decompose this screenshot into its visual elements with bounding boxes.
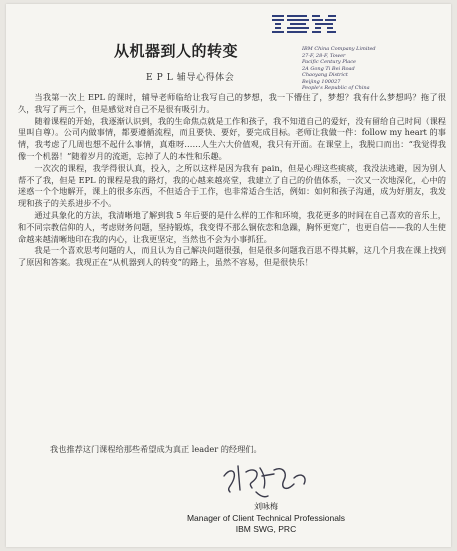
handwritten-signature [216,458,316,500]
address-line: 27-F, 28-F, Tower [302,52,346,59]
address-line: Chaoyang District [302,72,348,78]
signer-block [166,501,366,536]
letter-page [6,4,451,547]
body-paragraph: 我是一个喜欢思考问题的人，而且认为自己解决问题很强，但是很多问题我百思不得其解，这几个月我在课上找到了原因和答案。我现正在“从机器到人的转变”的路上，虽然不容易，但是很快乐！ [18,245,446,268]
ibm-logo [270,13,342,35]
address-line: Pacific Century Place [302,59,356,65]
letterhead-address [302,46,442,92]
body-paragraph: 通过具象化的方法，我清晰地了解到我 5 年后要的是什么样的工作和环境，我花更多的时间在自己喜欢的音乐上，和不同宗教信仰的人，考虑财务问题，坚持锻炼，我变得不那么铜依恋和急躁，胸怀更宽广，也更自信——我的人生使命越来越清晰地印在我的内心，让我更坚定，当然也不会为小事抓狂。 [18,209,446,244]
body-paragraph: 随着课程的开始，我逐渐认识到，我的生命焦点就是工作和孩子，我不知道自己的爱好，没有留给自己时间（课程里叫自尊）。公司内做事情，都要遵循流程，而且要快、要好，要完成目标。老师让我做一件：follow my heart 的事情，我考虑了几周也想不起什么事情，真难呀……人生六大价值观，我只有开面。在课堂上，我脱口而出：“我觉得我像一个机器！”随着岁月的流逝，忘掉了人的本性和乐趣。 [18,115,446,161]
body-paragraph: 一次次的课程，我学得很认真，投入，之所以这样是因为我有 pain，但是心理这些痰痰，我没法逃避，因为别人帮不了我，但是 EPL 的课程是我的路灯，我的心越来越亮堂，我建立了自己的价值体系，一次又一次地深化，心中的迷惑一个个地解开，课上的很多东西，不但适合于工作，也非常适合生活，例如：如何和孩子沟通，成为好朋友，我发现和孩子的关系进步不小。 [18,162,446,209]
letter-subtitle: E P L 辅导心得体会 [146,73,235,83]
address-line: 2A Gong Ti Bei Road [302,65,355,72]
letter-title: 从机器到人的转变 [114,42,239,60]
address-line: IBM China Company Limited [302,46,376,52]
signer-title: Manager of Client Technical Professionals [186,512,346,523]
address-line: Beijing 100027 [302,78,341,85]
body-paragraph: 当我第一次上 EPL 的课时，辅导老师临给让我写自己的梦想，我一下懵住了，梦想？我有什么梦想吗？拖了很久，我写了两三个，但是感觉对自己不是很有吸引力。 [18,92,446,114]
signer-name: 刘咏梅 [254,502,278,511]
signer-org: IBM SWG, PRC [235,524,297,534]
letter-body [18,92,446,269]
closing-line: 我也推荐这门课程给那些希望成为真正 leader 的经理们。 [50,444,262,454]
address-line: People's Republic of China [302,85,370,91]
